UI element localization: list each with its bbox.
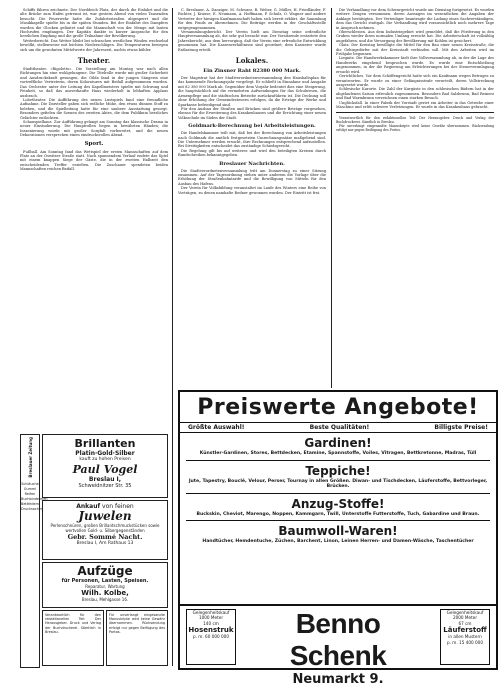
ad-headline: Brillanten: [74, 437, 136, 450]
ad-text: Reparatur, Wartung: [85, 584, 125, 589]
ad-category: Teppiche!: [305, 463, 371, 478]
ads-area: [20, 434, 168, 666]
ad-offer-left: [186, 609, 236, 665]
side-ad-item: Schläuche: [21, 481, 39, 486]
divider: [186, 493, 490, 494]
side-ad-strip: [20, 434, 48, 668]
offer-item: Läuferstoff: [443, 626, 487, 635]
article-paragraph: Die Stadtverordnetenversammlung tritt am Donnerstag zu einer Sitzung zusammen. Auf der Tagesordnung stehen unter anderem die Vorlage über die Erhöhung der Straßenbahntarife und die Bewilligung von Mitteln für den Ausbau des Hafens.: [178, 168, 326, 186]
column-1: [20, 8, 168, 172]
ad-company: Paul Vogel: [72, 463, 138, 476]
side-ad-title: Breslauer Zeitung: [27, 437, 33, 478]
article-paragraph: Wetterbericht. Das Wetter bleibt bei schwachen westlichen Winden wechselnd bewölkt, stellenweise mit leichten Niederschlägen. Die Temperaturen bewegen sich um die gewohnten Mittelwerte der Jahreszeit, nachts etwas kühler.: [20, 38, 168, 52]
newspaper-page: [20, 8, 494, 687]
column-rule: [172, 8, 173, 666]
article-paragraph: Unglücksfall. In einer Fabrik der Vorstadt geriet ein Arbeiter in das Getriebe einer Maschine und erlitt schwere Verletzungen. Er wurde in das Krankenhaus gebracht.: [336, 100, 494, 109]
imprint: Für unverlangt eingesandte Manuskripte wird keine Gewähr übernommen. Rücksendung erfolgt nur gegen Beifügung des Portos.: [336, 124, 494, 133]
article-paragraph: Für den Ausbau der Straßen und Brücken sind größere Beträge vorgesehen, ebenso für die Erweiterung des Krankenhauses und die Errichtung einer neuen Volksschule im Süden der Stadt.: [178, 106, 326, 120]
ad-tagline: Beste Qualitäten!: [309, 424, 370, 431]
ad-category: Gardinen!: [304, 436, 372, 450]
ad-company: Wilh. Kolbe,: [81, 589, 129, 597]
ad-category-desc: Buckskin, Cheviot, Marengo, Noppen, Kammgarn, Twill, Unterstoffe Futterstoffe, Tuch, Gabardine und Braun.: [196, 511, 480, 517]
ad-footer: [180, 604, 496, 687]
ad-text: Verantwortlich für den redaktionellen Teil: Der Herausgeber. Druck und Verlag der Buchdruckerei. Sämtlich in Breslau.: [45, 613, 101, 634]
column-2: [178, 8, 326, 195]
ad-text: kauft zu hohen Preisen: [79, 457, 131, 462]
ad-text: Perlenschnüren, großen Brillantschmuckstücken sowie wertvollen Gold- u. Silbergegenständen: [50, 523, 160, 533]
ad-category: Baumwoll-Waren!: [278, 524, 398, 539]
ad-brillanten: [42, 434, 168, 498]
ad-address: Breslau I, Am Rathaus 13: [76, 541, 134, 546]
side-ad-item: Drucksachen: [21, 506, 44, 511]
offer-price: p. m. 15 400 000: [446, 639, 484, 645]
article-paragraph: Lobetheater. Die Aufführung des neuen Lustspiels fand eine freundliche Aufnahme. Die Darsteller gaben sich redliche Mühe, den etwas dünnen Stoff zu beleben, und die Spielleitung hatte für eine saubere Ausstattung gesorgt. Besonders gefielen die Szenen des zweiten Aktes, die dem Publikum herzliches Gelächter entlockten.: [20, 97, 168, 120]
article-paragraph: Die Verhandlung vor dem Schwurgericht wurde am Dienstag fortgesetzt. Es wurden weitere Zeugen vernommen, deren Aussagen im wesentlichen die Angaben der Anklage bestätigten. Der Verteidiger beantragte die Ladung eines Sachverständigen, dem das Gericht stattgab. Die Verhandlung wird voraussichtlich noch mehrere Tage in Anspruch nehmen.: [336, 8, 494, 30]
offer-label: Gelegenheitskauf: [446, 610, 484, 615]
brand-address: Neumarkt 9.: [292, 672, 384, 687]
ad-headline: Aufzüge: [77, 564, 133, 578]
ad-category: Anzug-Stoffe!: [291, 496, 385, 511]
ad-title: Preiswerte Angebote!: [197, 395, 479, 420]
ad-category-desc: Künstler-Gardinen, Stores, Bettdecken, Etamine, Spannstoffe, Voiles, Vitragen, Bettkretonne, Madras, Tüll: [199, 451, 477, 456]
article-paragraph: Schiffs fähren zeichnete. Der Norddeich Platz, der durch die Eisfahrt und die alte Brücke zum Hafen getrennt ist, war gestern Abend von vielen Tausenden besucht. Die Feuerwehr hatte die Zufahrtsstraßen abgesperrt und die Musikkapelle spielte bis in die späten Stunden. Bei der Einfahrt des Dampfers wurden die Glocken geläutet und die Mannschaft von der Menge mit lauten Hochrufen empfangen. Der Kapitän dankte in kurzer Ansprache für den herzlichen Empfang und die große Teilnahme der Bevölkerung.: [20, 8, 168, 39]
divider: [186, 460, 490, 461]
article-paragraph: Gerichtliches. Vor dem Schöffengericht hatte sich ein Kaufmann wegen Betruges zu verantworten. Er wurde zu einer Gefängnisstrafe verurteilt, deren Vollstreckung ausgesetzt wurde.: [336, 74, 494, 87]
ad-category-desc: Jute, Tapestry, Bouclé, Velour, Perser, Tournay in allen Größen. Diwan- und Tischdecken, Läuferstoffe, Bettvorleger, Brücken.: [188, 478, 488, 490]
article-paragraph: Glatz. Der Kreistag bewilligte die Mittel für den Bau einer neuen Kreisstraße, die die Gebirgsdörfer mit der Kreisstadt verbinden soll. Mit den Arbeiten wird im Frühjahr begonnen.: [336, 43, 494, 57]
column-3: [336, 8, 494, 132]
ad-subline: für Personen, Lasten, Speisen.: [61, 578, 149, 584]
side-ad-item: Bettfedern: [21, 501, 40, 506]
offer-width: 140 cm: [203, 620, 219, 626]
article-paragraph: Die Regelung gilt bis auf weiteres und wird den beteiligten Kreisen durch Rundschreiben bekanntgegeben.: [178, 148, 326, 158]
offer-pattern: in allen Mustern: [448, 634, 482, 640]
divider: [336, 112, 494, 113]
ad-city: Breslau I,: [88, 476, 122, 483]
ad-address: Breslau, Mehlgasse 16.: [81, 597, 129, 602]
article-headline: Goldmark-Berechnung bei Arbeitsleistungen.: [188, 123, 316, 130]
ad-preiswerte-angebote: [178, 390, 498, 687]
ad-tagline-strip: [180, 422, 496, 433]
ad-word: von feinen: [102, 503, 134, 510]
article-paragraph: Fußball. Am Sonntag fand das Wettspiel der ersten Mannschaften auf dem Platz an der Oswitzer Straße statt. Nach spannendem Verlauf endete das Spiel mit einem knappen Siege der Gäste, die in der zweiten Halbzeit den entscheidenden Treffer erzielten. Die Zuschauer spendeten beiden Mannschaften reichen Beifall.: [20, 149, 168, 172]
offer-qty: 2000 Meter: [452, 615, 478, 621]
divider: [186, 520, 490, 521]
article-paragraph: Der Verein für Volksbildung veranstaltet im Laufe des Winters eine Reihe von Vorträgen, zu denen namhafte Redner gewonnen wurden. Der Eintritt ist frei.: [178, 186, 326, 195]
side-ad-item: Buchbindereien: [21, 496, 48, 501]
ad-aufzuege: [42, 562, 168, 608]
article-paragraph: Liegnitz. Die Handwerkskammer hielt ihre Vollversammlung ab, in der die Lage des Handwerks eingehend besprochen wurde. Es wurde eine Entschließung angenommen, in der die Regierung um Erleichterungen bei der Steuerveranlagung ersucht wird.: [336, 56, 494, 74]
offer-width: 67 cm: [458, 620, 472, 626]
ad-company: Gebr. Sommé Nacht.: [67, 533, 143, 541]
offer-qty: 1000 Meter: [198, 615, 224, 621]
article-paragraph: Stadttheater. »Rigoletto«. Die Vorstellung am Montag war nach allen Richtungen hin eine wohlgelungene. Die Titelrolle wurde mit großer Sicherheit und Ausdruckskraft gesungen, die Gilda fand in der jungen Sängerin eine vortreffliche Vertreterin, deren Koloraturen mit Beifall aufgenommen wurden. Das Orchester unter der Leitung des Kapellmeisters spielte mit Schwung und Feinheit, so daß das ausverkaufte Haus wiederholt in lebhaften Applaus ausbrach.: [20, 67, 168, 98]
ad-small: [106, 610, 168, 666]
ad-tagline: Billigste Preise!: [434, 424, 488, 431]
side-ad-item: Reifen: [24, 491, 36, 496]
ad-text: Für unverlangt eingesandte Manuskripte wird keine Gewähr übernommen. Rücksendung erfolgt nur gegen Beifügung des Portos.: [109, 613, 165, 634]
article-paragraph: C. Breslauer, A. Danziger, M. Schwarz, R. Weber, G. Müller, H. Friedländer, F. Richter, J. Krause, E. Neumann, A. Hoffmann, P. Schulz, O. Wagner und andere Vertreter der hiesigen Kaufmannschaft haben sich bereit erklärt, die Sammlung für den Fonds zu übernehmen. Die Beiträge werden in der Geschäftsstelle entgegengenommen.: [178, 8, 326, 30]
ad-tagline: Größte Auswahl!: [188, 424, 245, 431]
ad-subline: Platin·Gold·Silber: [75, 450, 135, 457]
imprint: Verantwortlich für den redaktionellen Teil: Der Herausgeber. Druck und Verlag der Buchdruckerei. Sämtlich in Breslau.: [336, 116, 494, 125]
article-paragraph: Oberschlesien. Aus dem Industriegebiet wird gemeldet, daß die Förderung in den Gruben wieder ihren normalen Umfang erreicht hat. Die Arbeiterschaft ist vollzählig angefahren, und die Versorgung der Bevölkerung mit Kohlen ist gesichert.: [336, 30, 494, 43]
ad-address: Schweidnitzer Str. 35: [78, 483, 132, 489]
article-paragraph: Schlesische Kurorte. Die Zahl der Kurgäste in den schlesischen Bädern hat in der abgelaufenen Saison erfreulich zugenommen. Besonders Bad Salzbrunn, Bad Reinerz und Bad Warmbrunn verzeichnen einen starken Besuch.: [336, 87, 494, 101]
ad-category-desc: Handtücher, Hemdentuche, Züchen, Barchent, Linon, Leinen Herren- und Damen-Wäsche, Taschentücher: [202, 539, 474, 545]
article-headline: Ein Zinsner Raht 82380 000 Mark.: [203, 68, 301, 75]
ad-small: [42, 610, 104, 666]
section-heading-theater: Theater.: [77, 56, 111, 66]
ad-offer-right: [440, 609, 490, 665]
offer-price: p. m. 60 000 000: [192, 634, 230, 640]
offer-label: Gelegenheitskauf: [192, 610, 230, 615]
article-paragraph: Der Magistrat hat der Stadtverordnetenversammlung den Haushaltsplan für das kommende Rechnungsjahr vorgelegt. Er schließt in Einnahme und Ausgabe mit 82 380 000 Mark ab. Gegenüber dem Vorjahr bedeutet dies eine Steigerung, die hauptsächlich auf die vermehrten Aufwendungen für das Schulwesen, die Armenpflege und die städtischen Betriebe zurückzuführen ist. Die Deckung soll ohne Erhöhung der Gemeindesteuern erfolgen, da die Erträge der Werke und Sparkasse befriedigend sind.: [178, 76, 326, 107]
section-heading-sport: Sport.: [84, 140, 104, 147]
offer-item: Hosenstruk: [188, 626, 234, 635]
ad-title: Juwelen: [78, 509, 132, 523]
ad-word: Ankauf: [76, 503, 101, 510]
article-paragraph: Die Handelskammer teilt mit, daß bei der Berechnung von Arbeitsleistungen nach Goldmark die amtlich festgesetzten Umrechnungssätze maßgebend sind. Die Unternehmer werden ersucht, ihre Rechnungen entsprechend aufzustellen. Bei Streitigkeiten entscheidet das zuständige Schiedsgericht.: [178, 131, 326, 149]
column-rule: [331, 8, 332, 388]
ad-brand: [244, 608, 432, 688]
section-heading-lokales: Lokales.: [235, 56, 269, 66]
side-ad-item: Gummi: [23, 486, 37, 491]
article-headline: Breslauer Nachrichten.: [219, 160, 285, 167]
brand-name: Benno Schenk: [289, 608, 387, 671]
article-paragraph: Schauspielhaus. Zur Aufführung gelangt am Sonntag das klassische Drama in neuer Einstudierung. Die Hauptrollen liegen in bewährten Händen; die Inszenierung wurde mit großer Sorgfalt vorbereitet, und die neuen Dekorationen versprechen einen eindrucksvollen Abend.: [20, 119, 168, 138]
ad-juwelen: [42, 500, 168, 560]
article-paragraph: Versammlungsbericht. Der Verein hielt am Dienstag seine ordentliche Hauptversammlung ab, die sehr gut besucht war. Der Vorsitzende erstattete den Jahresbericht, aus dem hervorging, daß der Verein eine erfreuliche Entwicklung genommen hat. Die Kassenverhältnisse sind geordnet; dem Kassierer wurde Entlastung erteilt.: [178, 30, 326, 52]
